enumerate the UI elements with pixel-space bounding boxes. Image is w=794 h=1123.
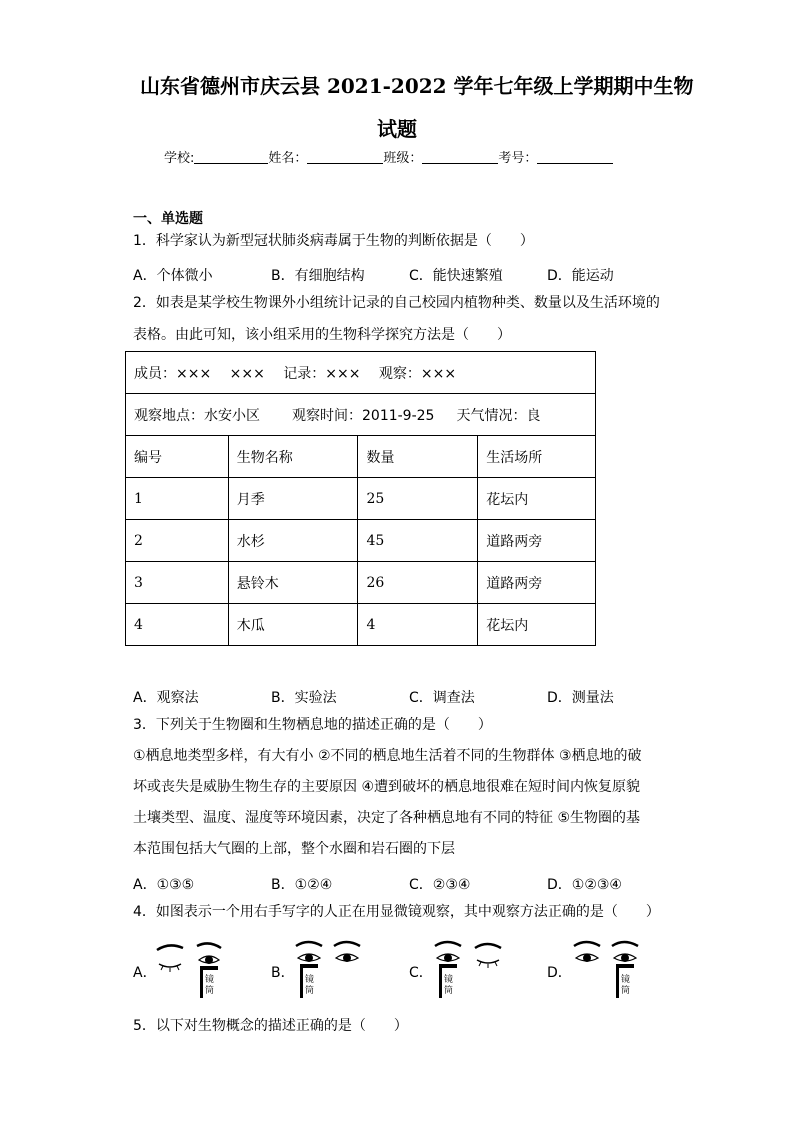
q2-option-c[interactable]: C．调查法 bbox=[409, 690, 475, 706]
school-label: 学校: bbox=[164, 151, 195, 166]
question-2-text-line1: 2．如表是某学校生物课外小组统计记录的自己校园内植物种类、数量以及生活环境的 bbox=[133, 295, 660, 311]
school-blank[interactable] bbox=[194, 150, 268, 164]
table-members-cell: 成员：××× ××× 记录：××× 观察：××× bbox=[126, 352, 596, 394]
exam-no-label: 考号： bbox=[498, 151, 538, 166]
name-label: 姓名： bbox=[268, 151, 308, 166]
table-row bbox=[126, 604, 596, 646]
microscope-eyes-figure-d bbox=[572, 938, 652, 1002]
question-3-statements-line1: ①栖息地类型多样，有大有小 ②不同的栖息地生活着不同的生物群体 ③栖息地的破 bbox=[133, 748, 642, 764]
table-cell: 月季 bbox=[228, 478, 358, 520]
svg-text:筒: 筒 bbox=[205, 986, 215, 996]
page-title-line2: 试题 bbox=[377, 117, 417, 141]
table-row bbox=[126, 352, 596, 394]
table-row bbox=[126, 562, 596, 604]
table-row bbox=[126, 394, 596, 436]
question-2-text-line2: 表格。由此可知，该小组采用的生物科学探究方法是（ ） bbox=[133, 327, 511, 343]
question-1-text: 1．科学家认为新型冠状肺炎病毒属于生物的判断依据是（ ） bbox=[133, 233, 534, 249]
table-cell: 道路两旁 bbox=[478, 520, 596, 562]
page-title: 山东省德州市庆云县 2021-2022 学年七年级上学期期中生物 bbox=[140, 74, 694, 98]
header-cell: 生活场所 bbox=[478, 436, 596, 478]
question-3-statements-line2: 坏或丧失是威胁生物生存的主要原因 ④遭到破坏的栖息地很难在短时间内恢复原貌 bbox=[133, 779, 640, 795]
table-row bbox=[126, 478, 596, 520]
svg-text:镜: 镜 bbox=[621, 975, 631, 985]
svg-text:筒: 筒 bbox=[305, 986, 315, 996]
table-cell: 水杉 bbox=[228, 520, 358, 562]
question-3-statements-line4: 本范围包括大气圈的上部，整个水圈和岩石圈的下层 bbox=[133, 841, 455, 857]
q3-option-d[interactable]: D．①②③④ bbox=[547, 877, 622, 893]
q3-option-a[interactable]: A．①③⑤ bbox=[133, 877, 195, 893]
observation-place: 观察地点：水安小区 bbox=[134, 407, 260, 424]
q4-option-a[interactable]: A． bbox=[133, 965, 157, 981]
table-cell: 25 bbox=[358, 478, 478, 520]
table-cell: 1 bbox=[126, 478, 229, 520]
q4-option-b[interactable]: B． bbox=[271, 965, 295, 981]
question-5-text: 5．以下对生物概念的描述正确的是（ ） bbox=[133, 1018, 408, 1034]
q4-option-c[interactable]: C． bbox=[409, 965, 433, 981]
q1-option-c[interactable]: C．能快速繁殖 bbox=[409, 268, 503, 284]
question-3-text: 3．下列关于生物圈和生物栖息地的描述正确的是（ ） bbox=[133, 717, 492, 733]
name-blank[interactable] bbox=[307, 150, 383, 164]
svg-text:镜: 镜 bbox=[205, 975, 215, 985]
microscope-eyes-figure-c bbox=[433, 938, 513, 1002]
question-3-statements-line3: 土壤类型、温度、湿度等环境因素，决定了各种栖息地有不同的特征 ⑤生物圈的基 bbox=[133, 810, 640, 826]
q2-option-b[interactable]: B．实验法 bbox=[271, 690, 337, 706]
section-heading: 一、单选题 bbox=[133, 211, 203, 227]
svg-text:筒: 筒 bbox=[444, 986, 454, 996]
class-blank[interactable] bbox=[422, 150, 498, 164]
table-cell: 4 bbox=[358, 604, 478, 646]
observation-table bbox=[125, 351, 596, 646]
question-4-text: 4．如图表示一个用右手写字的人正在用显微镜观察，其中观察方法正确的是（ ） bbox=[133, 904, 660, 920]
table-cell: 2 bbox=[126, 520, 229, 562]
table-header-row bbox=[126, 436, 596, 478]
table-cell: 3 bbox=[126, 562, 229, 604]
table-cell: 木瓜 bbox=[228, 604, 358, 646]
header-cell: 生物名称 bbox=[228, 436, 358, 478]
table-cell: 花坛内 bbox=[478, 604, 596, 646]
header-cell: 编号 bbox=[126, 436, 229, 478]
svg-text:镜: 镜 bbox=[305, 975, 315, 985]
class-label: 班级： bbox=[383, 151, 423, 166]
table-cell: 道路两旁 bbox=[478, 562, 596, 604]
svg-text:筒: 筒 bbox=[621, 986, 631, 996]
exam-no-blank[interactable] bbox=[537, 150, 613, 164]
q2-option-d[interactable]: D．测量法 bbox=[547, 690, 614, 706]
header-cell: 数量 bbox=[358, 436, 478, 478]
q4-option-d[interactable]: D． bbox=[547, 965, 572, 981]
q3-option-b[interactable]: B．①②④ bbox=[271, 877, 333, 893]
observation-time: 观察时间：2011-9-25 bbox=[292, 407, 435, 424]
q1-option-a[interactable]: A．个体微小 bbox=[133, 268, 213, 284]
table-cell: 45 bbox=[358, 520, 478, 562]
weather: 天气情况：良 bbox=[456, 407, 541, 424]
table-cell: 26 bbox=[358, 562, 478, 604]
table-row bbox=[126, 520, 596, 562]
svg-text:镜: 镜 bbox=[444, 975, 454, 985]
table-cell: 4 bbox=[126, 604, 229, 646]
q1-option-b[interactable]: B．有细胞结构 bbox=[271, 268, 365, 284]
q1-option-d[interactable]: D．能运动 bbox=[547, 268, 614, 284]
student-info-line bbox=[164, 147, 613, 166]
table-cell: 花坛内 bbox=[478, 478, 596, 520]
table-cell: 悬铃木 bbox=[228, 562, 358, 604]
table-observation-info-cell bbox=[126, 394, 596, 436]
microscope-eyes-figure-a bbox=[155, 938, 235, 1002]
q2-option-a[interactable]: A．观察法 bbox=[133, 690, 199, 706]
microscope-eyes-figure-b bbox=[294, 938, 374, 1002]
q3-option-c[interactable]: C．②③④ bbox=[409, 877, 471, 893]
